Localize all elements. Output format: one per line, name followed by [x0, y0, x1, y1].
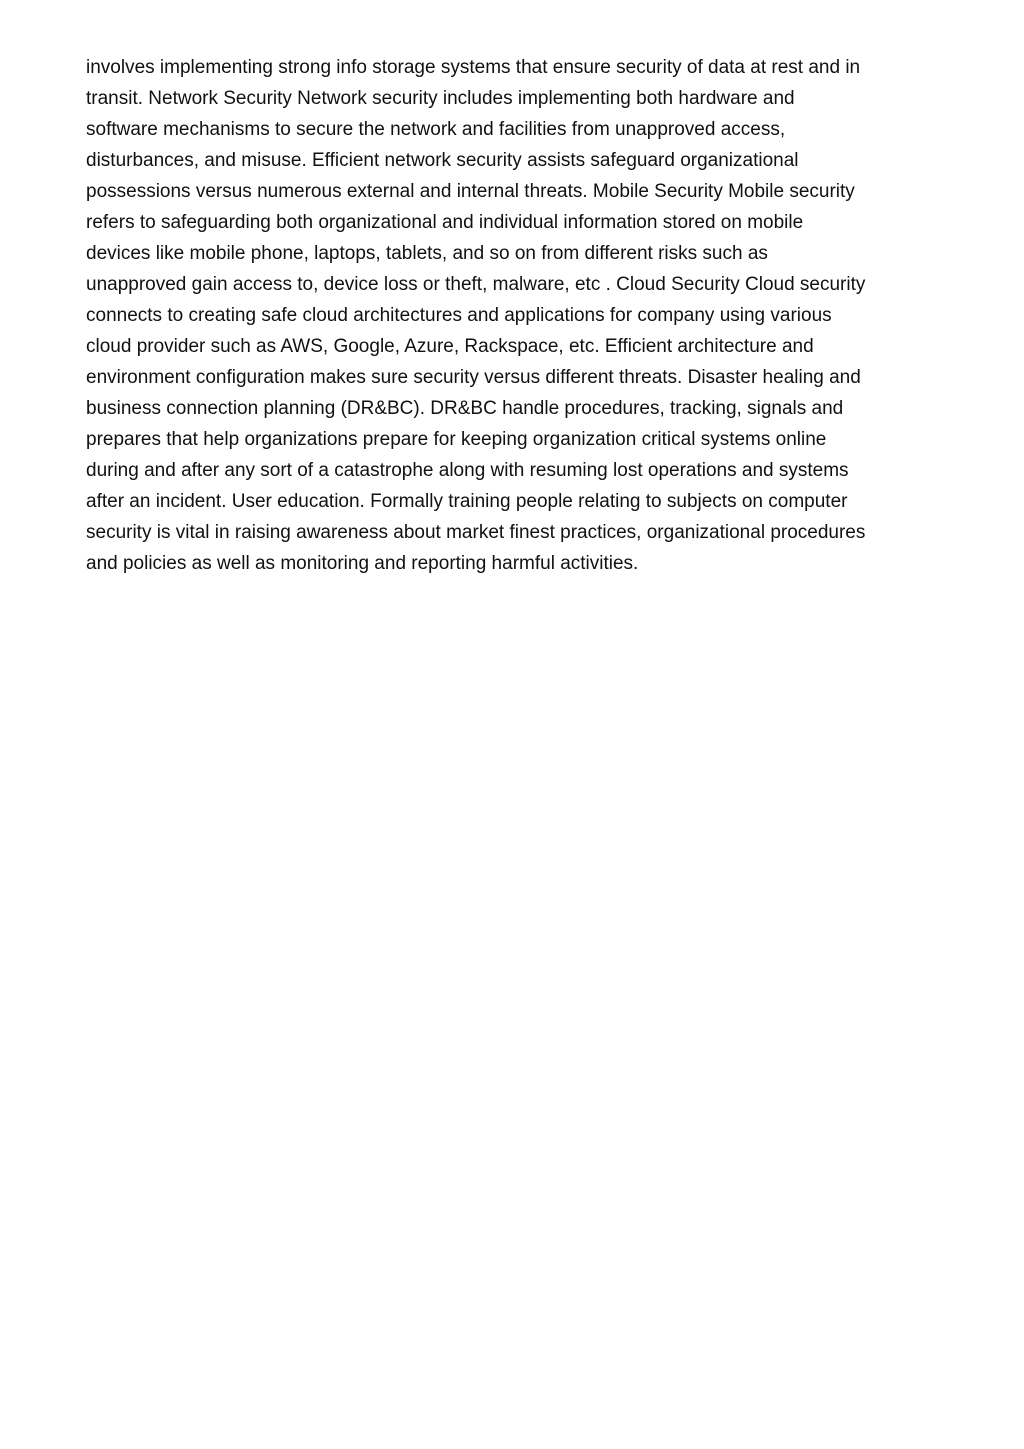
- text-line: unapproved gain access to, device loss or theft, malware, etc . Cloud Security Cloud security: [86, 274, 866, 295]
- text-line: prepares that help organizations prepare for keeping organization critical systems online: [86, 429, 827, 450]
- text-line: involves implementing strong info storage systems that ensure security of data at rest and in: [86, 57, 861, 78]
- text-line: cloud provider such as AWS, Google, Azure, Rackspace, etc. Efficient architecture and: [86, 336, 814, 357]
- text-line: environment configuration makes sure security versus different threats. Disaster healing and: [86, 367, 861, 388]
- text-line: connects to creating safe cloud architectures and applications for company using various: [86, 305, 832, 326]
- text-line: security is vital in raising awareness about market finest practices, organizational procedures: [86, 522, 866, 543]
- text-line: devices like mobile phone, laptops, tablets, and so on from different risks such as: [86, 243, 768, 264]
- text-line: business connection planning (DR&BC). DR&BC handle procedures, tracking, signals and: [86, 398, 844, 419]
- body-paragraph: [86, 52, 946, 579]
- text-line: possessions versus numerous external and internal threats. Mobile Security Mobile security: [86, 181, 855, 202]
- text-line: during and after any sort of a catastrophe along with resuming lost operations and systems: [86, 460, 849, 481]
- text-line: refers to safeguarding both organizational and individual information stored on mobile: [86, 212, 804, 233]
- text-line: software mechanisms to secure the network and facilities from unapproved access,: [86, 119, 786, 140]
- text-line: transit. Network Security Network security includes implementing both hardware and: [86, 88, 795, 109]
- text-line: after an incident. User education. Formally training people relating to subjects on computer: [86, 491, 848, 512]
- text-line: and policies as well as monitoring and reporting harmful activities.: [86, 553, 639, 574]
- text-line: disturbances, and misuse. Efficient network security assists safeguard organizational: [86, 150, 799, 171]
